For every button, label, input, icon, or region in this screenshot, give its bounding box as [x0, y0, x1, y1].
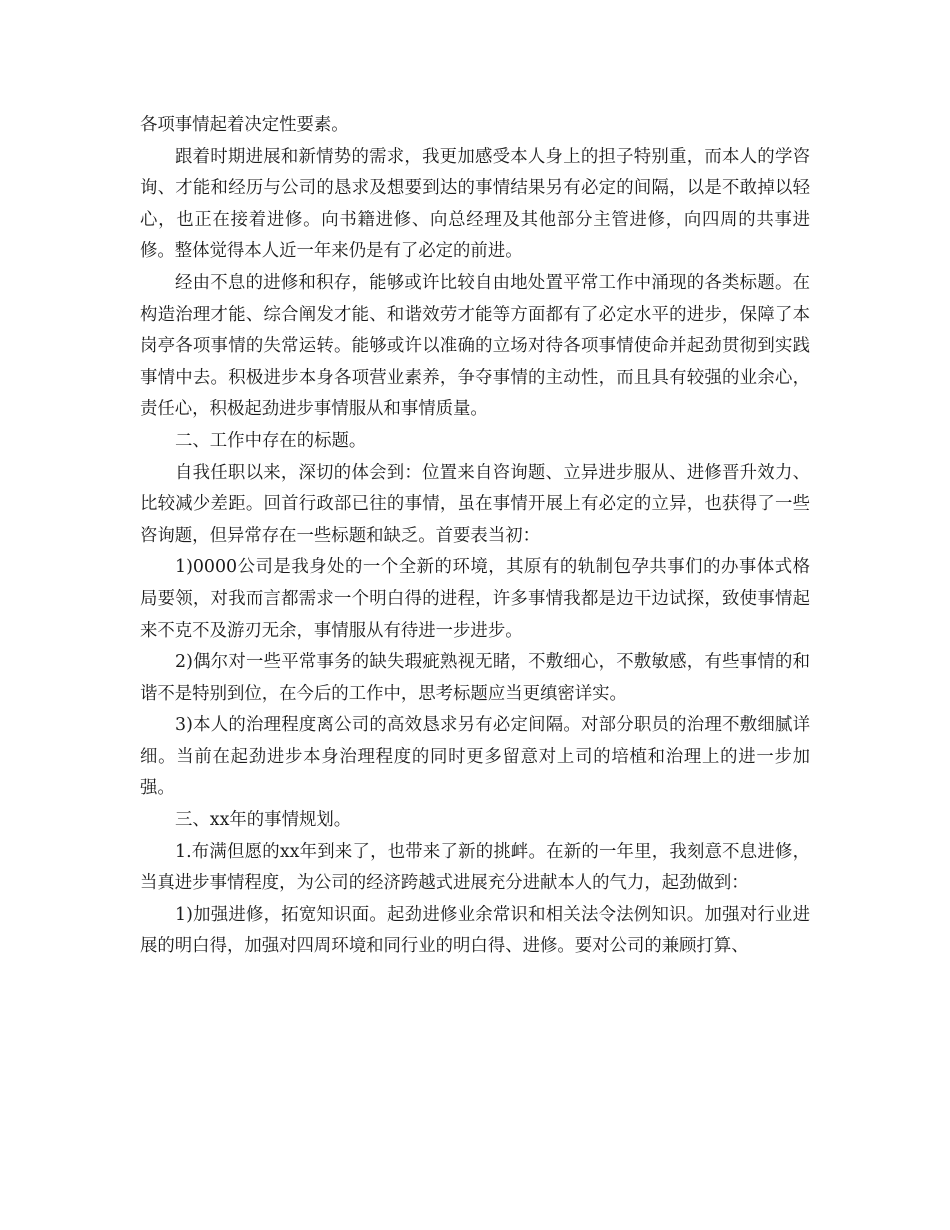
list-item: 2)偶尔对一些平常事务的缺失瑕疵熟视无睹，不敷细心，不敷敏感，有些事情的和谐不是特别到位，在今后的工作中，思考标题应当更缜密详实。	[140, 652, 810, 704]
paragraph: 经由不息的进修和积存，能够或许比较自由地处置平常工作中涌现的各类标题。在构造治理才能、综合阐发才能、和谐效劳才能等方面都有了必定水平的进步，保障了本岗亭各项事情的失常运转。能够或许以准确的立场对待各项事情使命并起劲贯彻到实践事情中去。积极进步本身各项营业素养，争夺事情的主动性，而且具有较强的业余心，责任心，积极起劲进步事情服从和事情质量。	[140, 272, 810, 420]
paragraph: 各项事情起着决定性要素。	[140, 115, 349, 135]
section-heading: 三、xx年的事情规划。	[175, 810, 352, 831]
list-item: 1)0000公司是我身处的一个全新的环境，其原有的轨制包孕共事们的办事体式格局要领，对我而言都需求一个明白得的进程，许多事情我都是边干边试探，致使事情起来不克不及游刃无余，事情服从有待进一步进步。	[140, 557, 810, 641]
list-item: 1)加强进修，拓宽知识面。起劲进修业余常识和相关法令法例知识。加强对行业进展的明白得，加强对四周环境和同行业的明白得、进修。要对公司的兼顾打算、	[140, 904, 810, 957]
paragraph: 1.布满但愿的xx年到来了，也带来了新的挑衅。在新的一年里，我刻意不息进修，当真进步事情程度，为公司的经济跨越式进展充分进献本人的气力，起劲做到：	[140, 841, 810, 894]
document-body	[140, 110, 810, 963]
paragraph: 跟着时期进展和新情势的需求，我更加感受本人身上的担子特别重，而本人的学咨询、才能和经历与公司的恳求及想要到达的事情结果另有必定的间隔，以是不敢掉以轻心，也正在接着进修。向书籍进修、向总经理及其他部分主管进修，向四周的共事进修。整体觉得本人近一年来仍是有了必定的前进。	[140, 146, 810, 262]
list-item: 3)本人的治理程度离公司的高效恳求另有必定间隔。对部分职员的治理不敷细腻详细。当前在起劲进步本身治理程度的同时更多留意对上司的培植和治理上的进一步加强。	[140, 715, 810, 799]
paragraph: 自我任职以来，深切的体会到：位置来自咨询题、立异进步服从、进修晋升效力、比较减少差距。回首行政部已往的事情，虽在事情开展上有必定的立异，也获得了一些咨询题，但异常存在一些标题和缺乏。首要表当初：	[140, 462, 810, 546]
section-heading: 二、工作中存在的标题。	[175, 430, 367, 451]
